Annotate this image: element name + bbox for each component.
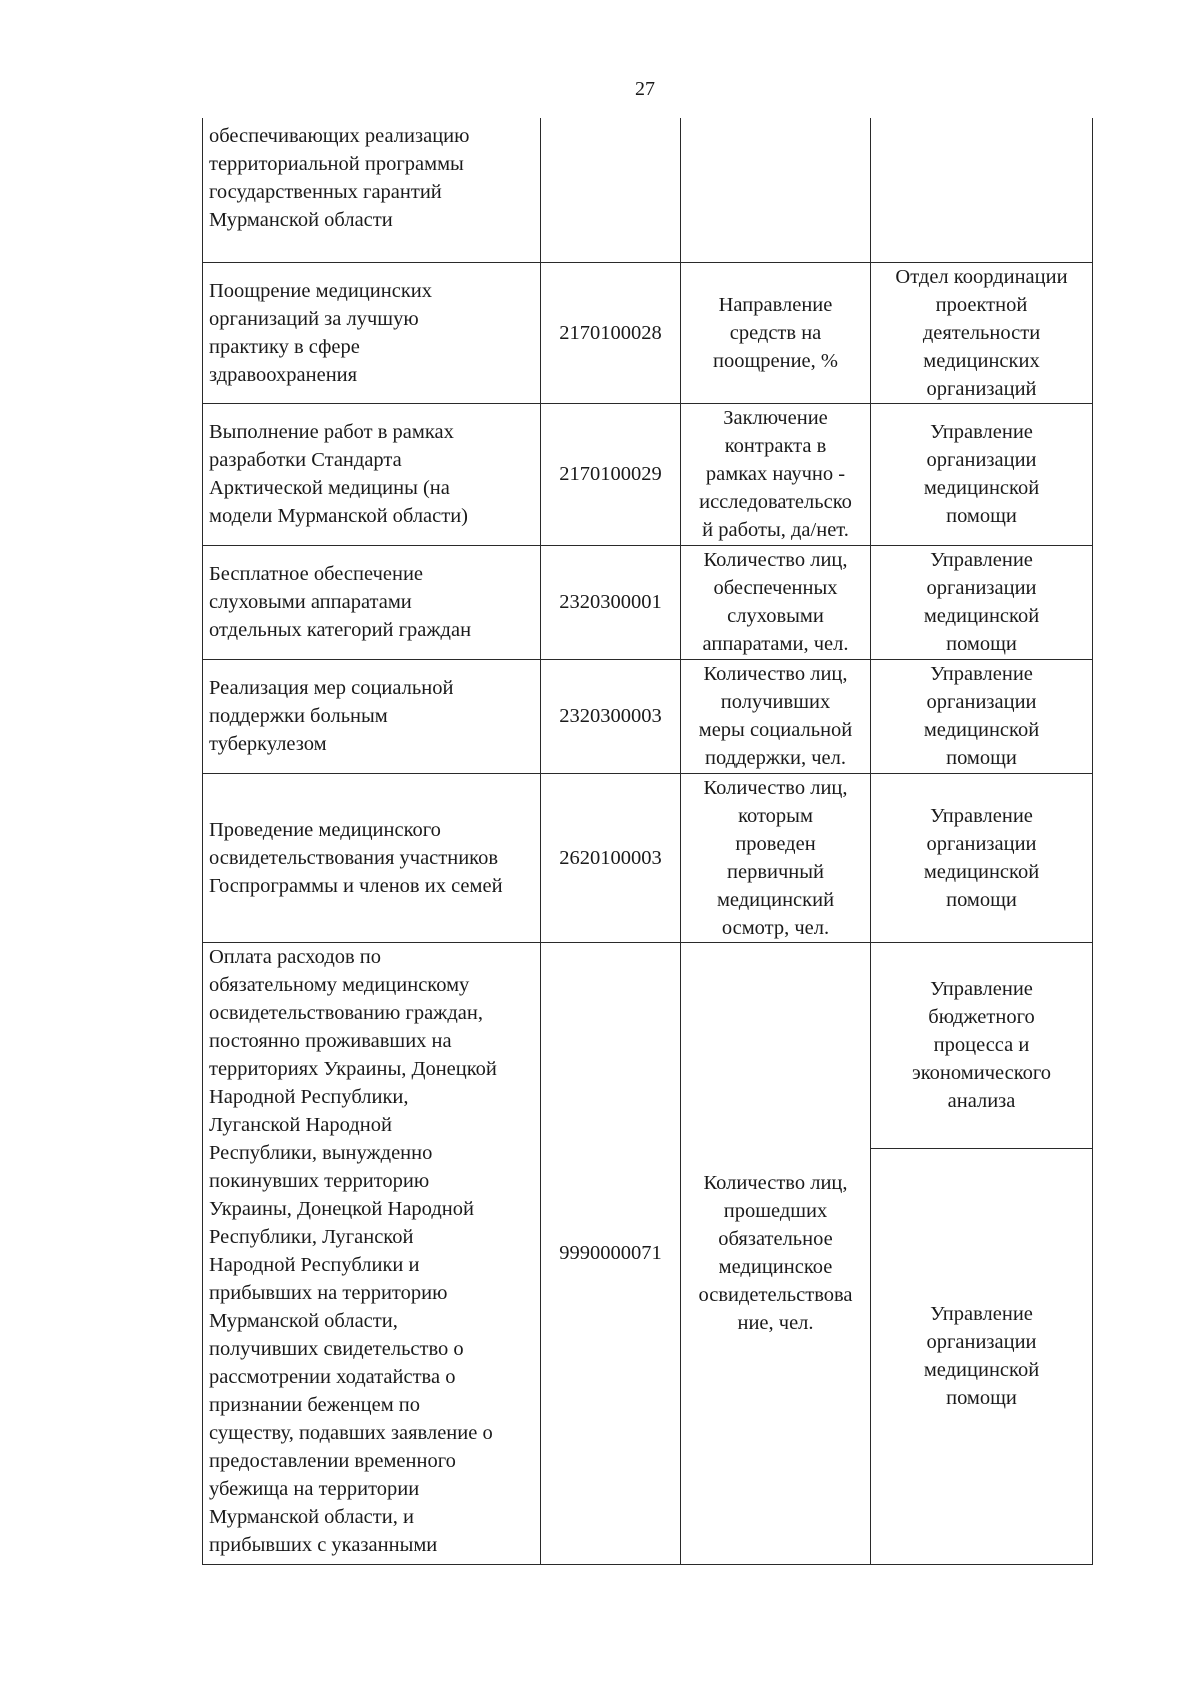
indicator-cell	[681, 262, 871, 403]
code-cell	[541, 403, 681, 545]
responsible-cell	[871, 773, 1093, 942]
activity-name: Поощрение медицинских организаций за лучшую практику в сфере здравоохранения	[209, 279, 432, 386]
activity-name: Реализация мер социальной поддержки больным туберкулезом	[209, 677, 454, 755]
table-row	[203, 403, 1093, 545]
table-row	[203, 262, 1093, 403]
activity-name-cell	[203, 773, 541, 942]
activity-code: 9990000071	[559, 1242, 662, 1264]
activity-name: Бесплатное обеспечение слуховыми аппаратами отдельных категорий граждан	[209, 563, 472, 641]
indicator: Количество лиц, прошедших обязательное медицинское освидетельствова ние, чел.	[698, 1172, 853, 1334]
code-cell	[541, 773, 681, 942]
indicator-cell	[681, 403, 871, 545]
responsible-unit: Отдел координации проектной деятельности медицинских организаций	[895, 265, 1068, 400]
activity-name: Выполнение работ в рамках разработки Стандарта Арктической медицины (на модели Мурманской области)	[209, 421, 469, 527]
table-row	[203, 118, 1093, 262]
activity-name-cell	[203, 118, 541, 262]
indicator: Количество лиц, получивших меры социальной поддержки, чел.	[698, 663, 853, 769]
indicator: Количество лиц, обеспеченных слуховыми аппаратами, чел.	[702, 549, 849, 655]
activity-name-cell	[203, 942, 541, 1564]
program-table	[202, 118, 1093, 1565]
activity-code: 2320300003	[559, 705, 662, 727]
responsible-cell	[871, 118, 1093, 262]
table-row	[203, 545, 1093, 659]
responsible-unit: Управление организации медицинской помощи	[923, 1303, 1040, 1409]
code-cell	[541, 262, 681, 403]
responsible-cell	[871, 403, 1093, 545]
indicator-cell	[681, 773, 871, 942]
indicator-cell	[681, 545, 871, 659]
responsible-cell	[871, 1148, 1093, 1564]
table-row	[203, 659, 1093, 773]
table-row	[203, 942, 1093, 1148]
code-cell	[541, 545, 681, 659]
indicator-cell	[681, 118, 871, 262]
code-cell	[541, 118, 681, 262]
activity-name-cell	[203, 262, 541, 403]
responsible-cell	[871, 659, 1093, 773]
code-cell	[541, 659, 681, 773]
responsible-cell	[871, 545, 1093, 659]
responsible-unit: Управление организации медицинской помощи	[923, 663, 1040, 769]
activity-code: 2620100003	[559, 846, 662, 869]
page-number: 27	[635, 78, 655, 100]
responsible-cell	[871, 262, 1093, 403]
responsible-unit: Управление организации медицинской помощи	[923, 421, 1040, 527]
activity-name: обеспечивающих реализацию территориальной программы государственных гарантий Мурманской области	[209, 125, 470, 231]
responsible-unit: Управление организации медицинской помощи	[923, 549, 1040, 655]
indicator: Направление средств на поощрение, %	[713, 293, 838, 372]
activity-name-cell	[203, 659, 541, 773]
table-row	[203, 773, 1093, 942]
activity-name-cell	[203, 545, 541, 659]
activity-code: 2170100029	[559, 463, 662, 485]
responsible-unit: Управление организации медицинской помощи	[923, 804, 1040, 911]
indicator-cell	[681, 942, 871, 1564]
indicator: Количество лиц, которым проведен первичный медицинский осмотр, чел.	[703, 776, 848, 939]
activity-name: Оплата расходов по обязательному медицинскому освидетельствованию граждан, постоянно проживавших на территориях Украины, Донецкой Народной Республики, Луганской Народной Республики, вынужденно покинувших территорию Украины, Донецкой Народной Республики, Луганской Народной Республики и прибывших на территорию Мурманской области, получивших свидетельство о рассмотрении ходатайства о признании беженцем по существу, подавших заявление о предоставлении временного убежища на территории Мурманской области, и прибывших с указанными	[209, 945, 497, 1556]
activity-name-cell	[203, 403, 541, 545]
indicator: Заключение контракта в рамках научно - исследовательско й работы, да/нет.	[699, 407, 852, 541]
activity-name: Проведение медицинского освидетельствования участников Госпрограммы и членов их семей	[209, 818, 503, 897]
responsible-cell	[871, 942, 1093, 1148]
activity-code: 2320300001	[559, 591, 662, 613]
indicator-cell	[681, 659, 871, 773]
responsible-unit: Управление бюджетного процесса и экономического анализа	[911, 978, 1052, 1112]
activity-code: 2170100028	[559, 321, 662, 344]
code-cell	[541, 942, 681, 1564]
